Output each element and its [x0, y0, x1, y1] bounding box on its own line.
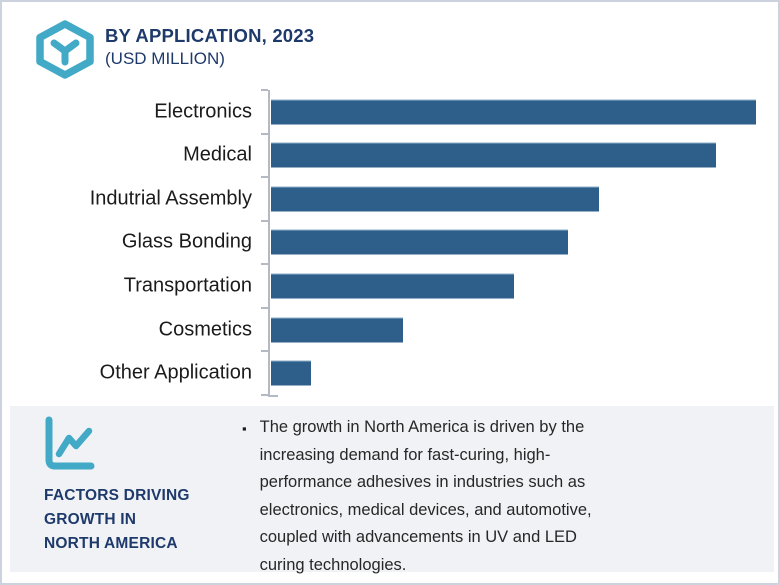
- category-label: Medical: [183, 143, 252, 166]
- axis-tick: [261, 263, 268, 265]
- note-line: coupled with advancements in UV and LED: [259, 528, 577, 547]
- bar-other-application: [271, 361, 311, 386]
- category-label: Indutrial Assembly: [89, 187, 252, 210]
- hexagon-cube-icon: [31, 20, 99, 79]
- note-line: increasing demand for fast-curing, high-: [259, 445, 551, 464]
- bar-cosmetics: [271, 317, 403, 342]
- note-line: The growth in North America is driven by the: [259, 418, 585, 436]
- chart-row: [2, 221, 780, 265]
- bar-chart-rows: [2, 90, 780, 395]
- chart-row: [2, 90, 780, 134]
- chart-row: [2, 134, 780, 178]
- bar-transportation: [271, 274, 514, 299]
- bar-medical: [271, 143, 716, 168]
- chart-title-block: [105, 24, 314, 70]
- axis-tick: [261, 307, 268, 309]
- bar-indutrial-assembly: [271, 186, 599, 211]
- bullet-square-icon: ▪: [242, 421, 247, 436]
- chart-row: [2, 177, 780, 221]
- factors-note: [242, 414, 592, 580]
- note-line: electronics, medical devices, and automotive,: [259, 500, 592, 519]
- axis-tick: [261, 176, 268, 178]
- chart-subtitle: (USD MILLION): [105, 49, 225, 68]
- axis-tick: [261, 350, 268, 352]
- bar-electronics: [271, 99, 756, 124]
- factors-heading-line: FACTORS DRIVING: [44, 487, 190, 504]
- category-label: Transportation: [123, 274, 252, 297]
- factors-heading-line: NORTH AMERICA: [44, 535, 178, 552]
- note-text: [260, 414, 592, 580]
- line-chart-icon: [43, 416, 95, 472]
- factors-heading-line: GROWTH IN: [44, 511, 137, 528]
- note-line: performance adhesives in industries such as: [259, 473, 586, 492]
- category-label: Glass Bonding: [121, 230, 252, 253]
- chart-row: [2, 308, 780, 352]
- bar-glass-bonding: [271, 230, 568, 255]
- axis-bottom-stub: [268, 395, 278, 397]
- category-label: Cosmetics: [158, 318, 252, 341]
- chart-title: BY APPLICATION, 2023: [105, 25, 315, 46]
- chart-row: [2, 264, 780, 308]
- axis-tick: [261, 89, 268, 91]
- category-label: Other Application: [99, 361, 252, 384]
- axis-tick: [261, 394, 268, 396]
- bar-chart: [2, 90, 780, 395]
- axis-tick: [261, 220, 268, 222]
- factors-heading: [44, 484, 190, 556]
- axis-tick: [261, 133, 268, 135]
- note-line: curing technologies.: [259, 555, 407, 574]
- category-label: Electronics: [154, 100, 252, 123]
- chart-row: [2, 351, 780, 395]
- factors-panel: [10, 406, 774, 572]
